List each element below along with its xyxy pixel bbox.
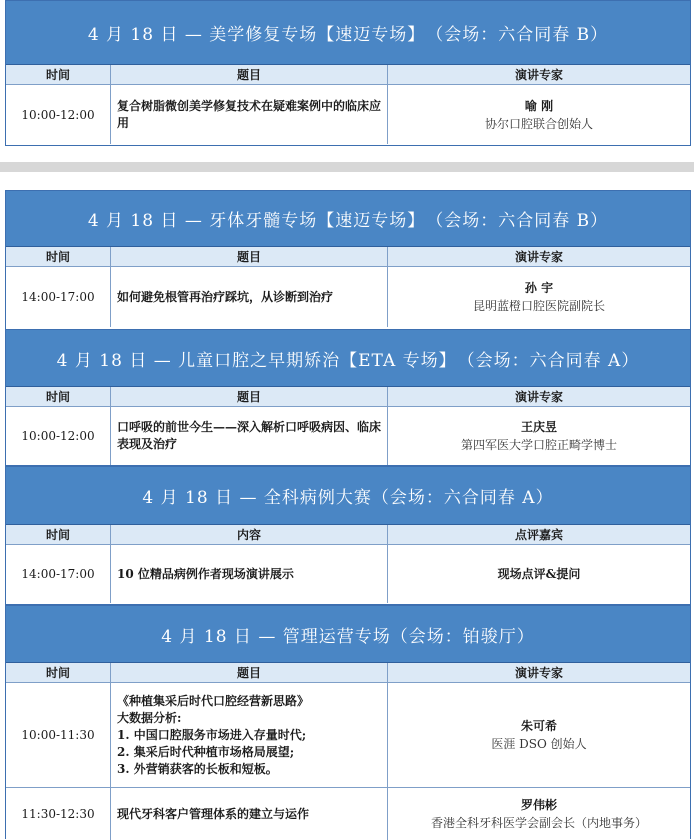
col-time: 时间	[6, 387, 111, 406]
col-time: 时间	[6, 663, 111, 682]
speaker-cell	[388, 545, 690, 603]
table-row	[6, 545, 690, 603]
section-divider	[0, 162, 694, 172]
time-cell: 14:00-17:00	[6, 267, 111, 327]
speaker-name: 喻 刚	[524, 98, 554, 113]
session-block-pediatric	[5, 329, 691, 466]
column-header-row	[6, 247, 690, 267]
col-topic: 题目	[111, 663, 388, 682]
col-content: 内容	[111, 525, 388, 544]
column-header-row	[6, 525, 690, 545]
col-speaker: 演讲专家	[514, 666, 563, 680]
col-time: 时间	[6, 247, 111, 266]
speaker-title: 昆明蓝橙口腔医院副院长	[472, 299, 605, 313]
topic-cell: 10 位精品病例作者现场演讲展示	[111, 545, 388, 603]
reviewer-text: 现场点评&提问	[497, 567, 581, 581]
speaker-cell	[388, 788, 690, 840]
time-cell: 14:00-17:00	[6, 545, 111, 603]
session-header: 4 月 18 日 — 儿童口腔之早期矫治【ETA 专场】 （会场：六合同春 A）	[6, 330, 690, 387]
table-row	[6, 267, 690, 327]
speaker-cell	[388, 407, 690, 465]
col-topic: 题目	[111, 65, 388, 84]
speaker-cell	[388, 85, 690, 144]
topic-line: 《种植集采后时代口腔经营新思路》	[117, 693, 310, 708]
topic-line: 3. 外营销获客的长板和短板。	[117, 761, 278, 776]
col-speaker: 演讲专家	[514, 250, 563, 264]
topic-line: 1. 中国口腔服务市场进入存量时代;	[117, 727, 307, 742]
topic-cell: 如何避免根管再治疗踩坑，从诊断到治疗	[111, 267, 388, 327]
speaker-title: 第四军医大学口腔正畸学博士	[460, 438, 617, 452]
topic-line: 大数据分析:	[117, 710, 182, 725]
col-topic: 题目	[111, 387, 388, 406]
col-speaker: 演讲专家	[514, 68, 563, 82]
topic-cell: 口呼吸的前世今生——深入解析口呼吸病因、临床表现及治疗	[111, 407, 388, 465]
column-header-row	[6, 387, 690, 407]
session-header: 4 月 18 日 — 美学修复专场【速迈专场】 （会场：六合同春 B）	[6, 1, 690, 65]
time-cell: 10:00-11:30	[6, 683, 111, 787]
session-header: 4 月 18 日 — 牙体牙髓专场【速迈专场】 （会场：六合同春 B）	[6, 191, 690, 247]
speaker-title: 香港全科牙科医学会副会长（内地事务）	[430, 816, 647, 830]
session-block-endodontic	[5, 190, 691, 330]
speaker-name: 朱可希	[520, 719, 557, 733]
speaker-name: 王庆昱	[520, 420, 557, 434]
speaker-cell	[388, 267, 690, 327]
table-row	[6, 407, 690, 465]
time-cell: 11:30-12:30	[6, 788, 111, 840]
col-time: 时间	[6, 525, 111, 544]
session-block-aesthetic	[5, 0, 691, 146]
speaker-name: 罗伟彬	[520, 798, 557, 812]
session-header: 4 月 18 日 — 管理运营专场（会场：铂骏厅）	[6, 606, 690, 663]
col-topic: 题目	[111, 247, 388, 266]
session-header: 4 月 18 日 — 全科病例大赛（会场：六合同春 A）	[6, 467, 690, 525]
topic-cell	[111, 683, 388, 787]
speaker-name: 孙 宇	[524, 281, 554, 295]
speaker-title: 医涯 DSO 创始人	[491, 737, 587, 751]
session-block-management	[5, 605, 691, 839]
topic-cell: 现代牙科客户管理体系的建立与运作	[111, 788, 388, 840]
speaker-title: 协尔口腔联合创始人	[484, 116, 593, 131]
col-reviewer: 点评嘉宾	[514, 528, 563, 542]
topic-cell: 复合树脂微创美学修复技术在疑难案例中的临床应用	[111, 85, 388, 144]
speaker-cell	[388, 683, 690, 787]
table-row	[6, 788, 690, 840]
session-block-case-contest	[5, 466, 691, 605]
column-header-row	[6, 663, 690, 683]
table-row	[6, 683, 690, 788]
time-cell: 10:00-12:00	[6, 85, 111, 144]
table-row	[6, 85, 690, 144]
col-time: 时间	[6, 65, 111, 84]
time-cell: 10:00-12:00	[6, 407, 111, 465]
column-header-row	[6, 65, 690, 85]
topic-line: 2. 集采后时代种植市场格局展望;	[117, 744, 295, 759]
col-speaker: 演讲专家	[514, 390, 563, 404]
